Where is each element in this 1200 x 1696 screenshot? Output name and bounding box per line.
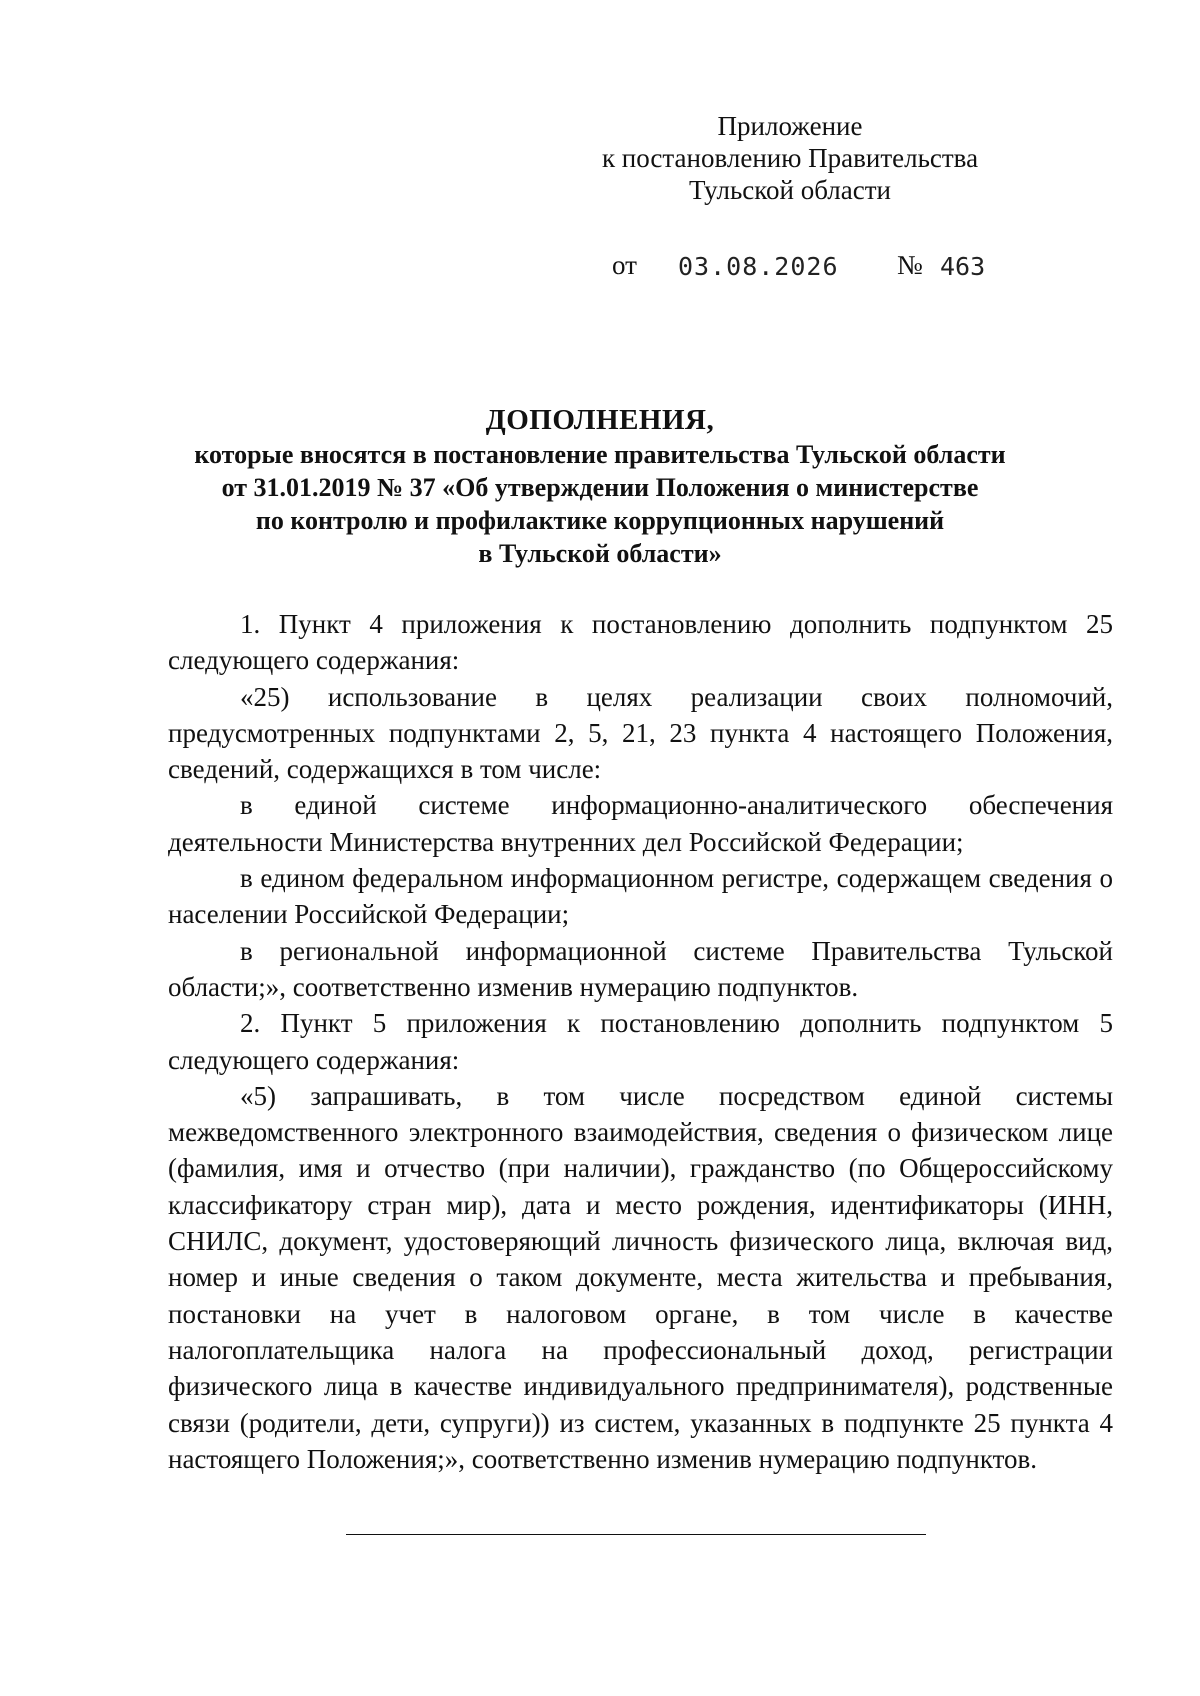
paragraph-7: «5) запрашивать, в том числе посредством единой системы межведомственного электронного взаимодействия, сведения о физическом лице (фамилия, имя и отчество (при наличии), гражданство (по Общероссийскому классификатору стран мир), дата и место рождения, идентификаторы (ИНН, СНИЛС, документ, удостоверяющий личность физического лица, включая вид, номер и иные сведения о таком документе, места жительства и пребывания, постановки на учет в налоговом органе, в том числе в качестве налогоплательщика налога на профессиональный доход, регистрации физического лица в качестве индивидуального предпринимателя), родственные связи (родители, дети, супруги)) из систем, указанных в подпункте 25 пункта 4 настоящего Положения;», соответственно изменив нумерацию подпунктов. (168, 1080, 1113, 1474)
approval-header (560, 110, 1020, 206)
date-prefix: от (612, 250, 637, 280)
document-body (168, 606, 1113, 1477)
approval-line-2: к постановлению Правительства (601, 143, 979, 173)
paragraph-2: «25) использование в целях реализации своих полномочий, предусмотренных подпунктами 2, 5, 21, 23 пункта 4 настоящего Положения, сведений, содержащихся в том числе: (168, 681, 1113, 785)
paragraph-4: в едином федеральном информационном регистре, содержащем сведения о населении Российской Федерации; (168, 863, 1113, 930)
resolution-number: 463 (940, 252, 986, 281)
number-sign: № (897, 250, 923, 280)
paragraph-3: в единой системе информационно-аналитического обеспечения деятельности Министерства внутренних дел Российской Федерации; (168, 790, 1113, 857)
title-line-1: которые вносятся в постановление правительства Тульской области (194, 440, 1006, 469)
title-line-2: от 31.01.2019 № 37 «Об утверждении Положения о министерстве (221, 473, 979, 502)
title-heading: ДОПОЛНЕНИЯ, (485, 404, 715, 436)
resolution-date: 03.08.2026 (678, 252, 839, 281)
resolution-date-number (0, 250, 1200, 286)
closing-rule (346, 1534, 926, 1535)
paragraph-1: 1. Пункт 4 приложения к постановлению дополнить подпунктом 25 следующего содержания: (168, 609, 1113, 676)
paragraph-5: в региональной информационной системе Правительства Тульской области;», соответственно изменив нумерацию подпунктов. (168, 935, 1113, 1002)
title-line-4: в Тульской области» (478, 539, 722, 568)
paragraph-6: 2. Пункт 5 приложения к постановлению дополнить подпунктом 5 следующего содержания: (168, 1008, 1113, 1075)
approval-line-1: Приложение (717, 111, 863, 141)
approval-line-3: Тульской области (689, 175, 891, 205)
title-line-3: по контролю и профилактике коррупционных нарушений (255, 506, 945, 535)
document-title (150, 402, 1050, 570)
